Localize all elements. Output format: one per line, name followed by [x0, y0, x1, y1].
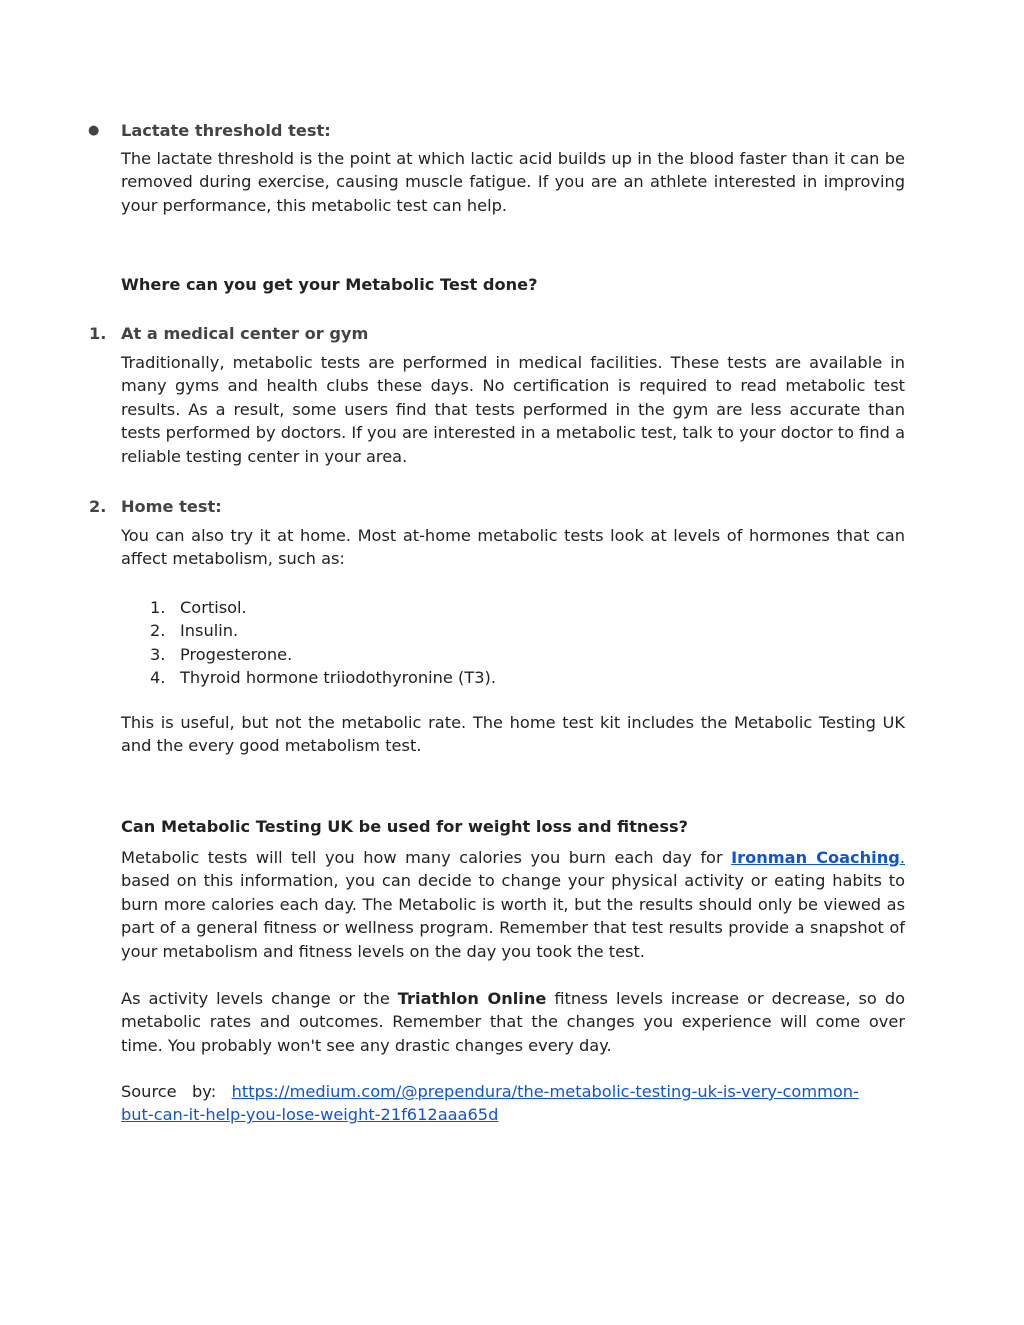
weight-p2-before: As activity levels change or the [121, 989, 398, 1008]
item1-body: Traditionally, metabolic tests are performed in medical facilities. These tests are available in many gyms and health clubs these days. No certification is required to read metabolic test results. As a result, some users find that tests performed in the gym are less accurate than tests performed by doctors. If you are interested in a metabolic test, talk to your doctor to find a reliable testing center in your area. [121, 353, 905, 466]
list-item-number: 3. [150, 644, 166, 664]
item1-title: At a medical center or gym [121, 324, 369, 343]
list-item-number: 1. [150, 598, 166, 617]
item2-body: You can also try it at home. Most at-home metabolic tests look at levels of hormones that can affect metabolism, such as: [121, 526, 905, 569]
list-item-text: Insulin. [180, 621, 239, 641]
item2-title: Home test: [121, 497, 222, 516]
where-heading: Where can you get your Metabolic Test done? [121, 275, 538, 294]
list-item-text: Thyroid hormone triiodothyronine (T3). [180, 668, 496, 688]
source-label: Source by: [121, 1082, 232, 1101]
item1-number: 1. [89, 324, 107, 343]
weight-p2-after: fitness levels increase or decrease, so do metabolic rates and outcomes. Remember that the changes you experience will come over time. You probably won't see any drastic changes every day. [121, 989, 906, 1055]
source-link-line1: https://medium.com/@prependura/the-metabolic-testing-uk-is-very-common- [231, 1082, 859, 1101]
home-test-note: This is useful, but not the metabolic rate. The home test kit includes the Metabolic Testing UK and the every good metabolism test. [121, 713, 905, 756]
bullet-marker: ● [88, 123, 100, 138]
list-item [150, 619, 496, 642]
weight-p1-after: based on this information, you can decide to change your physical activity or eating habits to burn more calories each day. The Metabolic is worth it, but the results should only be viewed as part of a general fitness or wellness program. Remember that test results provide a snapshot of your metabolism and fitness levels on the day you took the test. [121, 871, 905, 961]
hormone-list [150, 596, 496, 690]
weight-paragraph-2 [121, 987, 905, 1057]
item2-number: 2. [89, 497, 107, 516]
source-line [121, 1080, 905, 1127]
source-link-line2: but-can-it-help-you-lose-weight-21f612aaa65d [121, 1105, 499, 1125]
list-item [150, 666, 496, 689]
weight-p1-before: Metabolic tests will tell you how many calories you burn each day for [121, 848, 732, 867]
list-item [150, 643, 496, 666]
list-item-number: 4. [150, 668, 166, 688]
source-link[interactable] [121, 1082, 859, 1124]
lactate-body: The lactate threshold is the point at which lactic acid builds up in the blood faster than it can be removed during exercise, causing muscle fatigue. If you are an athlete interested in improving your performance, this metabolic test can help. [121, 149, 905, 215]
list-item-text: Progesterone. [180, 644, 293, 664]
lactate-title: Lactate threshold test: [121, 121, 331, 140]
triathlon-online-text: Triathlon Online [397, 989, 547, 1008]
list-item [150, 596, 496, 619]
list-item-text: Cortisol. [180, 598, 247, 617]
weight-heading: Can Metabolic Testing UK be used for weight loss and fitness? [121, 817, 689, 836]
list-item-number: 2. [150, 621, 166, 641]
weight-paragraph-1 [121, 846, 905, 963]
ironman-coaching-link[interactable]: Ironman Coaching [731, 848, 900, 867]
ironman-coaching-link-dot[interactable]: . [899, 848, 905, 867]
